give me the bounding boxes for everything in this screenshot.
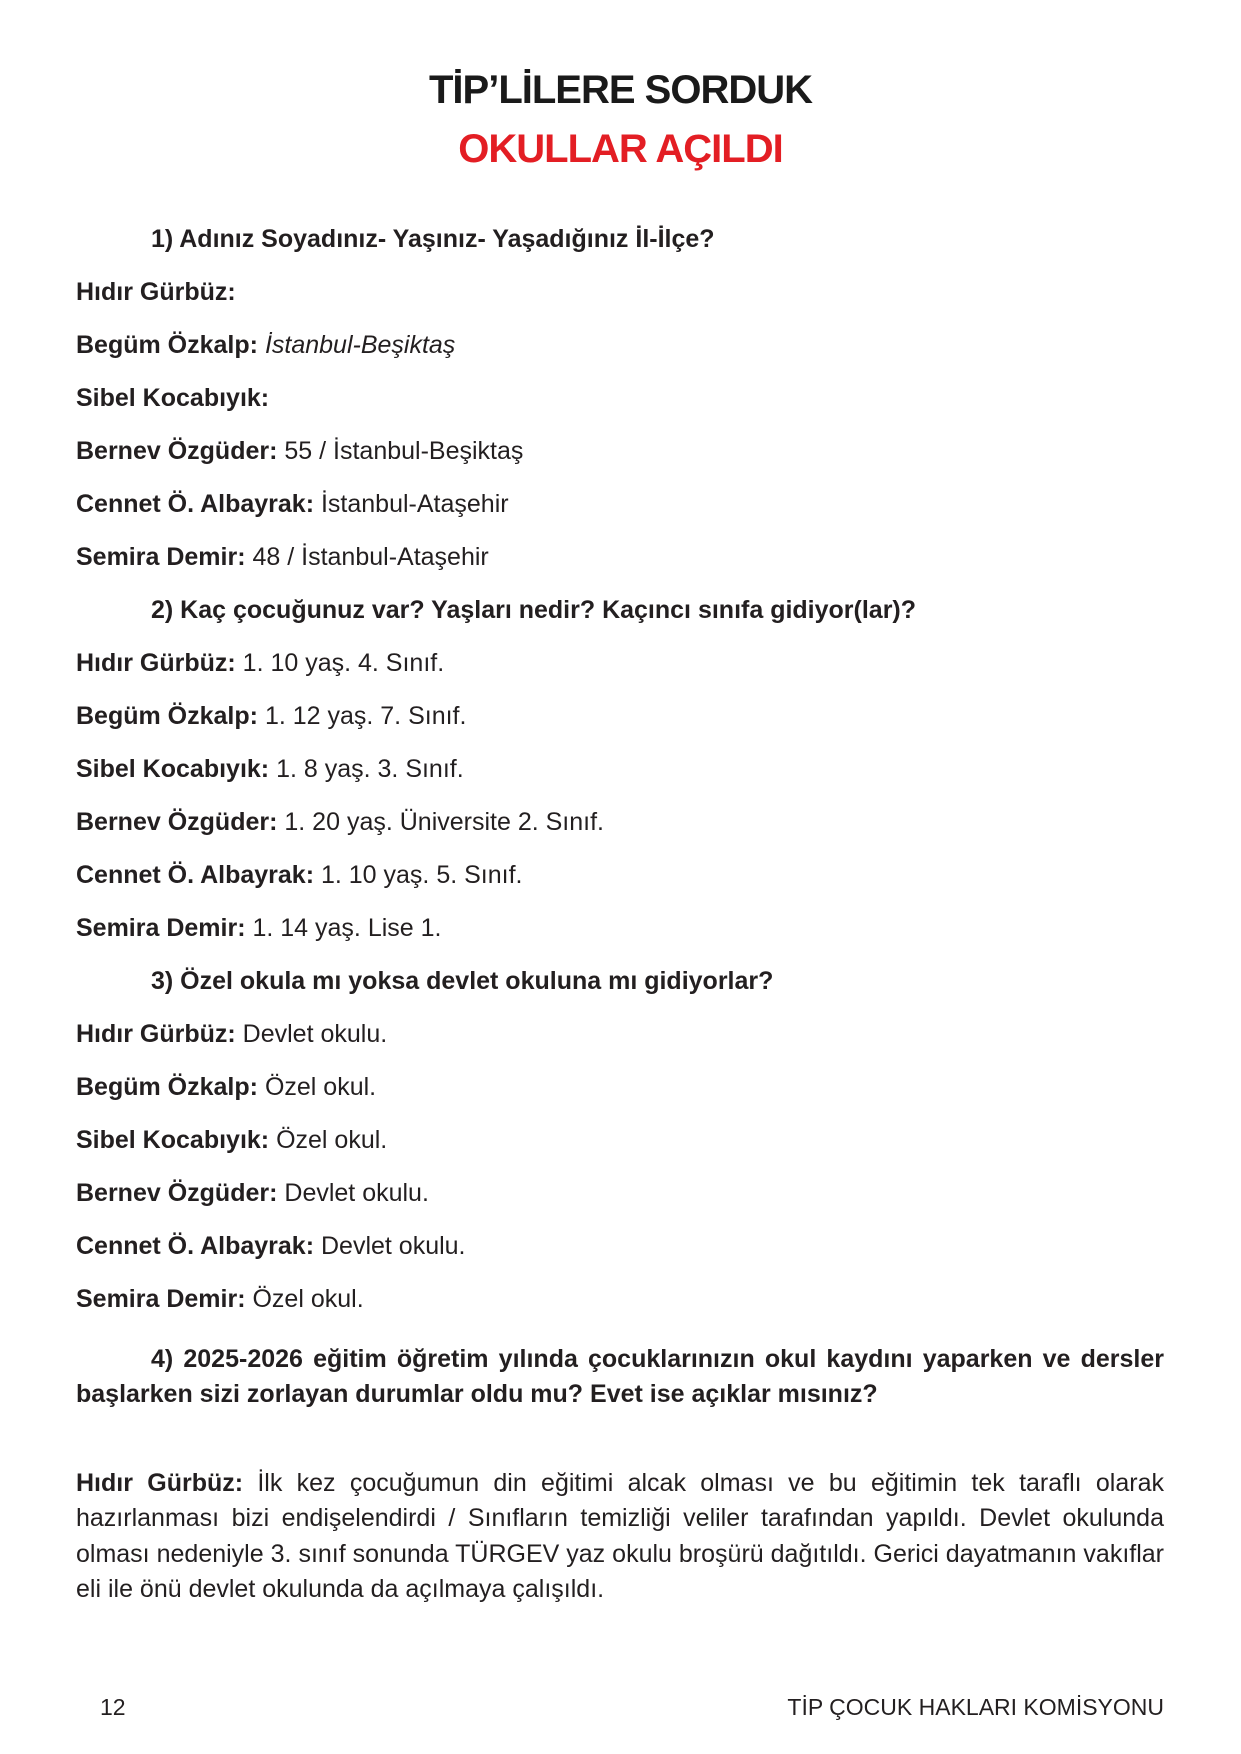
answer-row: [76, 637, 1164, 690]
page-number: 12: [100, 1694, 126, 1720]
answer-text: 1. 10 yaş. 4. Sınıf.: [242, 649, 445, 677]
answer-row: [76, 1273, 1164, 1326]
answer-text: 1. 10 yaş. 5. Sınıf.: [320, 861, 523, 889]
respondent-name: Semira Demir:: [76, 914, 246, 942]
answer-row: [76, 849, 1164, 902]
respondent-name: Sibel Kocabıyık:: [76, 755, 270, 783]
respondent-name: Sibel Kocabıyık:: [76, 384, 270, 412]
answer-row: [76, 531, 1164, 584]
question-2: 2) Kaç çocuğunuz var? Yaşları nedir? Kaçıncı sınıfa gidiyor(lar)?: [151, 596, 917, 624]
answer-row: [76, 478, 1164, 531]
answer-row: [76, 1061, 1164, 1114]
respondent-name: Cennet Ö. Albayrak:: [76, 1232, 315, 1260]
question-4: 4) 2025-2026 eğitim öğretim yılında çocuklarınızın okul kaydını yaparken ve dersler başlarken sizi zorlayan durumlar oldu mu? Evet ise açıklar mısınız?: [76, 1345, 1164, 1408]
answer-row: [76, 902, 1164, 955]
answer-text: Özel okul.: [252, 1285, 364, 1313]
respondent-name: Cennet Ö. Albayrak:: [76, 490, 315, 518]
answer-row: [76, 690, 1164, 743]
respondent-name: Hıdır Gürbüz:: [76, 278, 236, 306]
answer-text: Özel okul.: [276, 1126, 388, 1154]
answer-text: İstanbul-Beşiktaş: [264, 331, 456, 359]
respondent-name: Hıdır Gürbüz:: [76, 1020, 236, 1048]
respondent-name: Sibel Kocabıyık:: [76, 1126, 270, 1154]
respondent-name: Hıdır Gürbüz:: [76, 1469, 244, 1497]
respondent-name: Bernev Özgüder:: [76, 808, 278, 836]
answer-text: 1. 8 yaş. 3. Sınıf.: [276, 755, 464, 783]
answer-row: [76, 319, 1164, 372]
respondent-name: Semira Demir:: [76, 1285, 246, 1313]
answer-text: Devlet okulu.: [242, 1020, 388, 1048]
answer-row: [76, 1220, 1164, 1273]
answer-text: Özel okul.: [264, 1073, 377, 1101]
question-4-answer: [76, 1466, 1164, 1608]
page-subtitle: OKULLAR AÇILDI: [458, 127, 783, 171]
answer-row: [76, 266, 1164, 319]
qa-content: [76, 213, 1164, 1326]
answer-row: [76, 425, 1164, 478]
respondent-name: Begüm Özkalp:: [76, 331, 258, 359]
page-title: TİP’LİLERE SORDUK: [428, 68, 813, 112]
respondent-name: Bernev Özgüder:: [76, 437, 278, 465]
respondent-name: Begüm Özkalp:: [76, 702, 258, 730]
footer-organization: TİP ÇOCUK HAKLARI KOMİSYONU: [787, 1694, 1164, 1720]
answer-text: 1. 12 yaş. 7. Sınıf.: [264, 702, 467, 730]
respondent-name: Cennet Ö. Albayrak:: [76, 861, 315, 889]
answer-text: İlk kez çocuğumun din eğitimi alcak olması ve bu eğitimin tek taraflı olarak hazırlanması bizi endişelendirdi / Sınıfların temizliği veliler tarafından yapıldı. Devlet okulunda olması nedeniyle 3. sınıf sonunda TÜRGEV yaz okulu broşürü dağıtıldı. Gerici dayatmanın vakıflar eli ile önü devlet okulunda da açılmaya çalışıldı.: [76, 1469, 1164, 1604]
respondent-name: Begüm Özkalp:: [76, 1073, 258, 1101]
answer-row: [76, 372, 1164, 425]
answer-row: [76, 1008, 1164, 1061]
answer-text: 1. 14 yaş. Lise 1.: [252, 914, 442, 942]
answer-text: 1. 20 yaş. Üniversite 2. Sınıf.: [284, 808, 604, 836]
answer-text: Devlet okulu.: [320, 1232, 466, 1260]
respondent-name: Bernev Özgüder:: [76, 1179, 278, 1207]
answer-text: İstanbul-Ataşehir: [320, 490, 509, 518]
answer-text: 48 / İstanbul-Ataşehir: [252, 543, 489, 571]
answer-row: [76, 1167, 1164, 1220]
respondent-name: Hıdır Gürbüz:: [76, 649, 236, 677]
answer-row: [76, 743, 1164, 796]
question-3: 3) Özel okula mı yoksa devlet okuluna mı gidiyorlar?: [151, 967, 774, 995]
answer-row: [76, 1114, 1164, 1167]
answer-text: Devlet okulu.: [284, 1179, 429, 1207]
question-1: 1) Adınız Soyadınız- Yaşınız- Yaşadığınız İl-İlçe?: [151, 225, 715, 253]
answer-text: 55 / İstanbul-Beşiktaş: [284, 437, 524, 465]
respondent-name: Semira Demir:: [76, 543, 246, 571]
answer-row: [76, 796, 1164, 849]
